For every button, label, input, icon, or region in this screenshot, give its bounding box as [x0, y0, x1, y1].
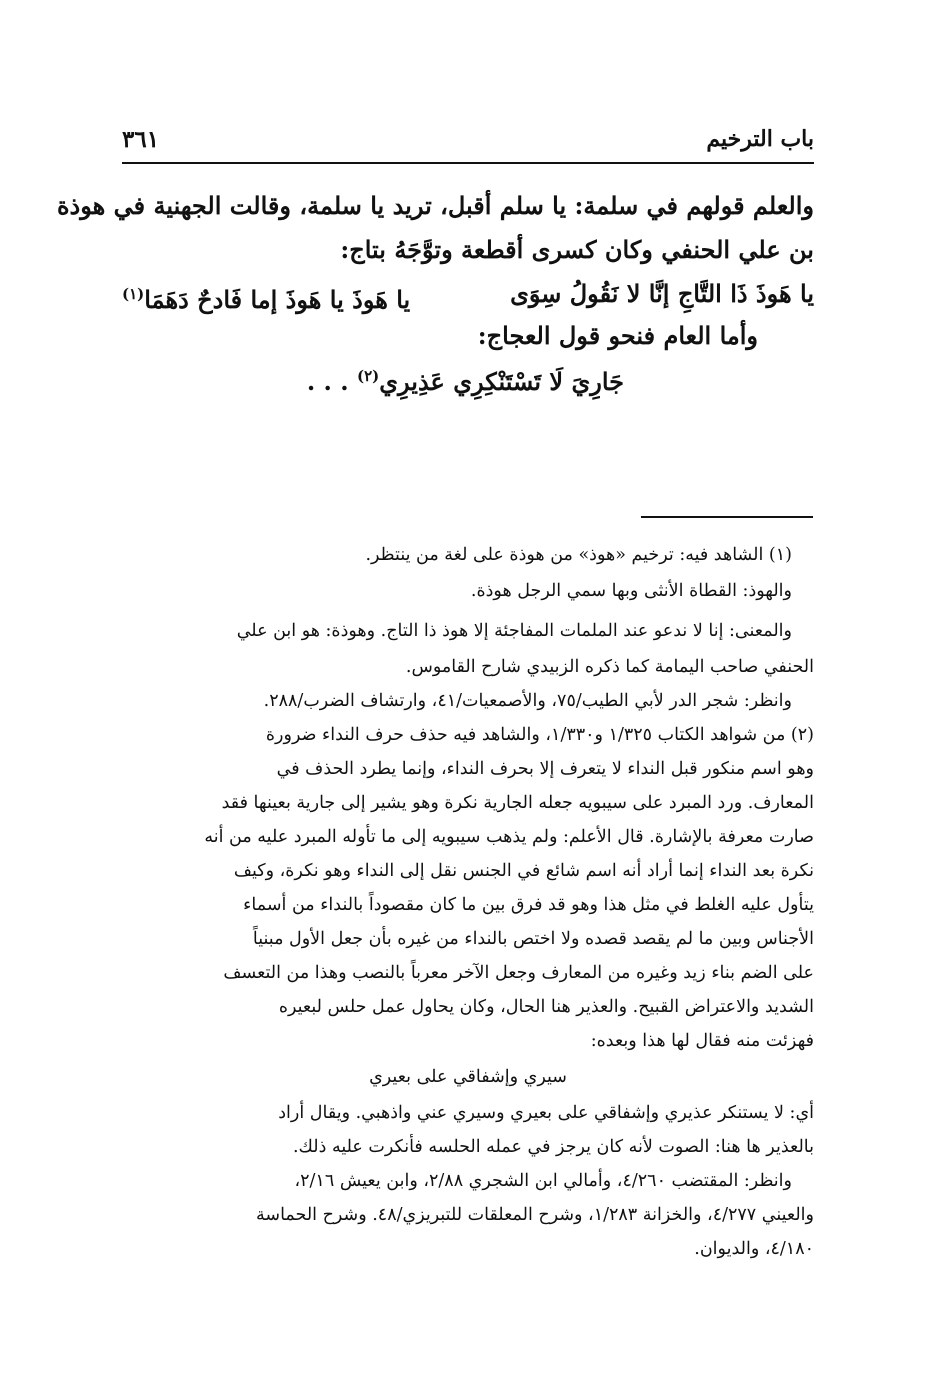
- footnote-2-line-12: بالعذير ها هنا: الصوت لأنه كان يرجز في عمله الحلسه فأنكرت عليه ذلك.: [292, 1137, 814, 1157]
- footnote-2-line-8: على الضم بناء زيد وغيره من المعارف وجعل الآخر معرباً بالنصب وهذا من التعسف: [223, 963, 814, 983]
- verse-1-left-hemistich: [122, 274, 410, 320]
- footnote-2-line-4: صارت معرفة بالإشارة. قال الأعلم: ولم يذهب سيبويه إلى ما تأوله المبرد عليه من أنه: [204, 827, 814, 847]
- footnote-2-line-11: أي: لا يستنكر عذيري وإشفاقي على بعيري وسيري عني واذهبي. ويقال أراد: [278, 1103, 814, 1123]
- footnote-1-line-5: وانظر: شجر الدر لأبي الطيب/٧٥، والأصمعيات/٤١، وارتشاف الضرب/٢٨٨.: [263, 691, 792, 711]
- footnote-marker-1: (١): [122, 285, 145, 303]
- footnote-2-line-15: ٤/١٨٠، والديوان.: [694, 1239, 814, 1259]
- footnote-1-line-2: والهوذ: القطاة الأنثى وبها سمي الرجل هوذة.: [470, 581, 792, 601]
- footnote-2-verse: سيري وإشفاقي على بعيري: [369, 1067, 567, 1087]
- footnote-2-line-3: المعارف. ورد المبرد على سيبويه جعله الجارية نكرة وهو يشير إلى جارية بعينها فقد: [221, 793, 814, 813]
- main-line-2: بن علي الحنفي وكان كسرى أقطعة وتوَّجَهُ بتاج:: [340, 235, 814, 264]
- footnote-2-line-7: الأجناس وبين ما لم يقصد قصده ولا اختص بالنداء من غيره بأن جعل الأول مبنياً: [252, 929, 814, 949]
- verse-1-left-text: يا هَوذَ يا هَوذَ إما فَادحٌ دَهَمَا: [144, 285, 411, 314]
- main-line-4: وأما العام فنحو قول العجاج:: [477, 321, 758, 350]
- verse-1-right-hemistich: يا هَوذَ ذَا التَّاجِ إنَّا لا نَقُولُ سِوَى: [510, 279, 814, 308]
- footnote-2-line-10: فهزئت منه فقال لها هذا وبعده:: [590, 1031, 814, 1051]
- footnote-2-line-14: والعيني ٤/٢٧٧، والخزانة ١/٢٨٣، وشرح المعلقات للتبريزي/٤٨. وشرح الحماسة: [256, 1205, 814, 1225]
- verse-2-text: جَارِيَ لَا تَسْتَنْكِرِي عَذِيرِي: [379, 367, 624, 396]
- verse-2: [307, 356, 624, 402]
- footnote-2-line-1: (٢) من شواهد الكتاب ١/٣٢٥ و١/٣٣٠، والشاهد فيه حذف حرف النداء ضرورة: [265, 725, 814, 745]
- header-rule: [122, 162, 814, 164]
- page-number: ٣٦١: [122, 126, 160, 153]
- verse-2-ellipsis: . . .: [306, 367, 349, 396]
- footnote-1-line-3: والمعنى: إنا لا ندعو عند الملمات المفاجئة إلا هوذ ذا التاج. وهوذة: هو ابن علي: [236, 621, 792, 641]
- footnote-2-line-9: الشديد والاعتراض القبيح. والعذير هنا الحال، وكان يحاول عمل حلس لبعيره: [278, 997, 814, 1017]
- footnote-1-line-1: (١) الشاهد فيه: ترخيم «هوذ» من هوذة على لغة من ينتظر.: [365, 545, 792, 565]
- footnote-2-line-6: يتأول عليه الغلط في مثل هذا وهو قد فرق بين ما كان مقصوداً بالنداء من أسماء: [243, 895, 814, 915]
- footnote-2-line-2: وهو اسم منكور قبل النداء لا يتعرف إلا بحرف النداء، وإنما يطرد الحذف في: [276, 759, 814, 779]
- main-line-1: والعلم قولهم في سلمة: يا سلم أقبل، تريد يا سلمة، وقالت الجهنية في هوذة: [56, 191, 814, 220]
- chapter-title: باب الترخيم: [706, 126, 814, 152]
- footnote-1-line-4: الحنفي صاحب اليمامة كما ذكره الزبيدي شارح القاموس.: [405, 657, 814, 677]
- footnote-separator: [641, 516, 813, 518]
- footnote-2-line-13: وانظر: المقتضب ٤/٢٦٠، وأمالي ابن الشجري ٢/٨٨، وابن يعيش ٢/١٦،: [294, 1171, 792, 1191]
- footnote-2-line-5: نكرة بعد النداء إنما أراد أنه اسم شائع في الجنس نقل إلى النداء وهو نكرة، وكيف: [233, 861, 814, 881]
- footnote-marker-2: (٢): [356, 367, 380, 385]
- page-header: [122, 124, 814, 168]
